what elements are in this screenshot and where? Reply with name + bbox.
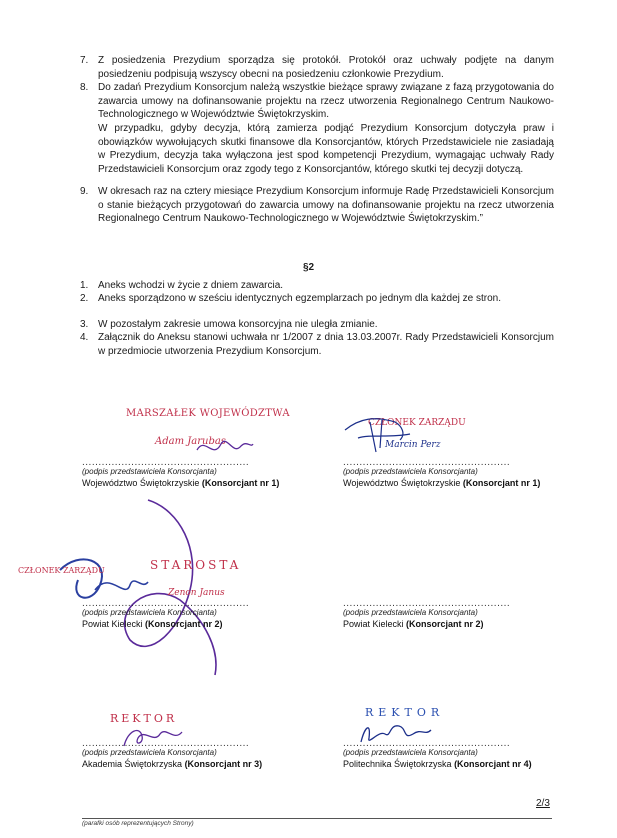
signature-caption-4: (podpis przedstawiciela Konsorcjanta) [343, 608, 478, 617]
signature-line-5: ................................................... [82, 738, 250, 749]
stamp-name-perz: Marcin Perz [385, 440, 441, 450]
footer-divider [82, 818, 552, 819]
item-7-text: Z posiedzenia Prezydium sporządza się protokół. Protokół oraz uchwały podjęte na danym posiedzeniu podpisują wszyscy obecni na posiedzeniu członkowie Prezydium. [98, 55, 554, 80]
item-8-number: 8. [80, 82, 89, 93]
item-9-number: 9. [80, 186, 89, 197]
signature-caption-2: (podpis przedstawiciela Konsorcjanta) [343, 467, 478, 476]
signature-line-2: ................................................... [343, 457, 511, 468]
item-8-text-continued: W przypadku, gdyby decyzja, którą zamierza podjąć Prezydium Konsorcjum dotyczyła praw i obowiązków wywołujących skutki finansowe dla Konsorcjantów, których Przedstawiciele nie zasiadają w Prezydium, decyzja taka wyłączona jest spod kompetencji Prezydium, wymagając uchwały Rady Przedstawicieli Konsorcjum oraz zgody tego z Konsorcjantów, którego skutki tej decyzji dotyczą. [98, 123, 554, 175]
signature-party-2: Województwo Świętokrzyskie (Konsorcjant nr 1) [343, 478, 541, 488]
stamp-name-janus: Zenon Janus [168, 588, 225, 598]
stamp-rektor-1: REKTOR [110, 712, 178, 725]
signature-scribble-3 [30, 490, 260, 680]
signature-line-6: ................................................... [343, 738, 511, 749]
signature-line-1: ................................................... [82, 457, 250, 468]
stamp-czlonek-2: CZŁONEK ZARZĄDU [18, 566, 105, 575]
page-number: 2/3 [536, 798, 550, 809]
signature-caption-3: (podpis przedstawiciela Konsorcjanta) [82, 608, 217, 617]
signature-caption-5: (podpis przedstawiciela Konsorcjanta) [82, 748, 217, 757]
footer-initials-caption: (parafki osób reprezentujących Strony) [82, 820, 194, 827]
item-7-number: 7. [80, 55, 89, 66]
signature-party-5: Akademia Świętokrzyska (Konsorcjant nr 3) [82, 759, 263, 769]
s2-item-4-text: Załącznik do Aneksu stanowi uchwała nr 1/2007 z dnia 13.03.2007r. Rady Przedstawicieli Konsorcjum w przedmiocie utworzenia Prezydium Konsorcjum. [98, 332, 554, 357]
s2-item-3-number: 3. [80, 319, 89, 330]
section-2-heading: §2 [302, 262, 315, 273]
s2-item-2-text: Aneks sporządzono w sześciu identycznych egzemplarzach po jednym dla każdej ze stron. [98, 293, 501, 304]
stamp-starosta: STAROSTA [150, 558, 242, 572]
signature-party-6: Politechnika Świętokrzyska (Konsorcjant nr 4) [343, 759, 532, 769]
item-9-text: W okresach raz na cztery miesiące Prezydium Konsorcjum informuje Radę Przedstawicieli Konsorcjum o stanie bieżących przygotowań do zawarcia umowy na dofinansowanie projektu na rzecz utworzenia Regionalnego Centrum Naukowo-Technologicznego w Województwie Świętokrzyskim.” [98, 186, 554, 224]
signature-party-1: Województwo Świętokrzyskie (Konsorcjant nr 1) [82, 478, 280, 488]
signature-party-4: Powiat Kielecki (Konsorcjant nr 2) [343, 619, 484, 629]
stamp-marszalek: MARSZAŁEK WOJEWÓDZTWA [126, 408, 290, 419]
s2-item-3-text: W pozostałym zakresie umowa konsorcyjna nie uległa zmianie. [98, 319, 378, 330]
signature-party-3: Powiat Kielecki (Konsorcjant nr 2) [82, 619, 223, 629]
signature-scribble-2 [340, 408, 420, 458]
signature-caption-6: (podpis przedstawiciela Konsorcjanta) [343, 748, 478, 757]
s2-item-2-number: 2. [80, 293, 89, 304]
s2-item-1-text: Aneks wchodzi w życie z dniem zawarcia. [98, 280, 284, 291]
s2-item-1-number: 1. [80, 280, 89, 291]
stamp-czlonek-1: CZŁONEK ZARZĄDU [368, 418, 466, 428]
s2-item-4-number: 4. [80, 332, 89, 343]
signature-caption-1: (podpis przedstawiciela Konsorcjanta) [82, 467, 217, 476]
stamp-name-jarubas: Adam Jarubas [155, 436, 226, 447]
signature-line-4: ................................................... [343, 598, 511, 609]
signature-line-3: ................................................... [82, 598, 250, 609]
item-8-text: Do zadań Prezydium Konsorcjum należą wszystkie bieżące sprawy związane z fazą przygotowania do zawarcia umowy na dofinansowanie projektu na rzecz utworzenia Regionalnego Centrum Naukowo-Technologicznego w Województwie Świętokrzyskim. [98, 82, 554, 120]
stamp-rektor-2: REKTOR [365, 706, 445, 719]
